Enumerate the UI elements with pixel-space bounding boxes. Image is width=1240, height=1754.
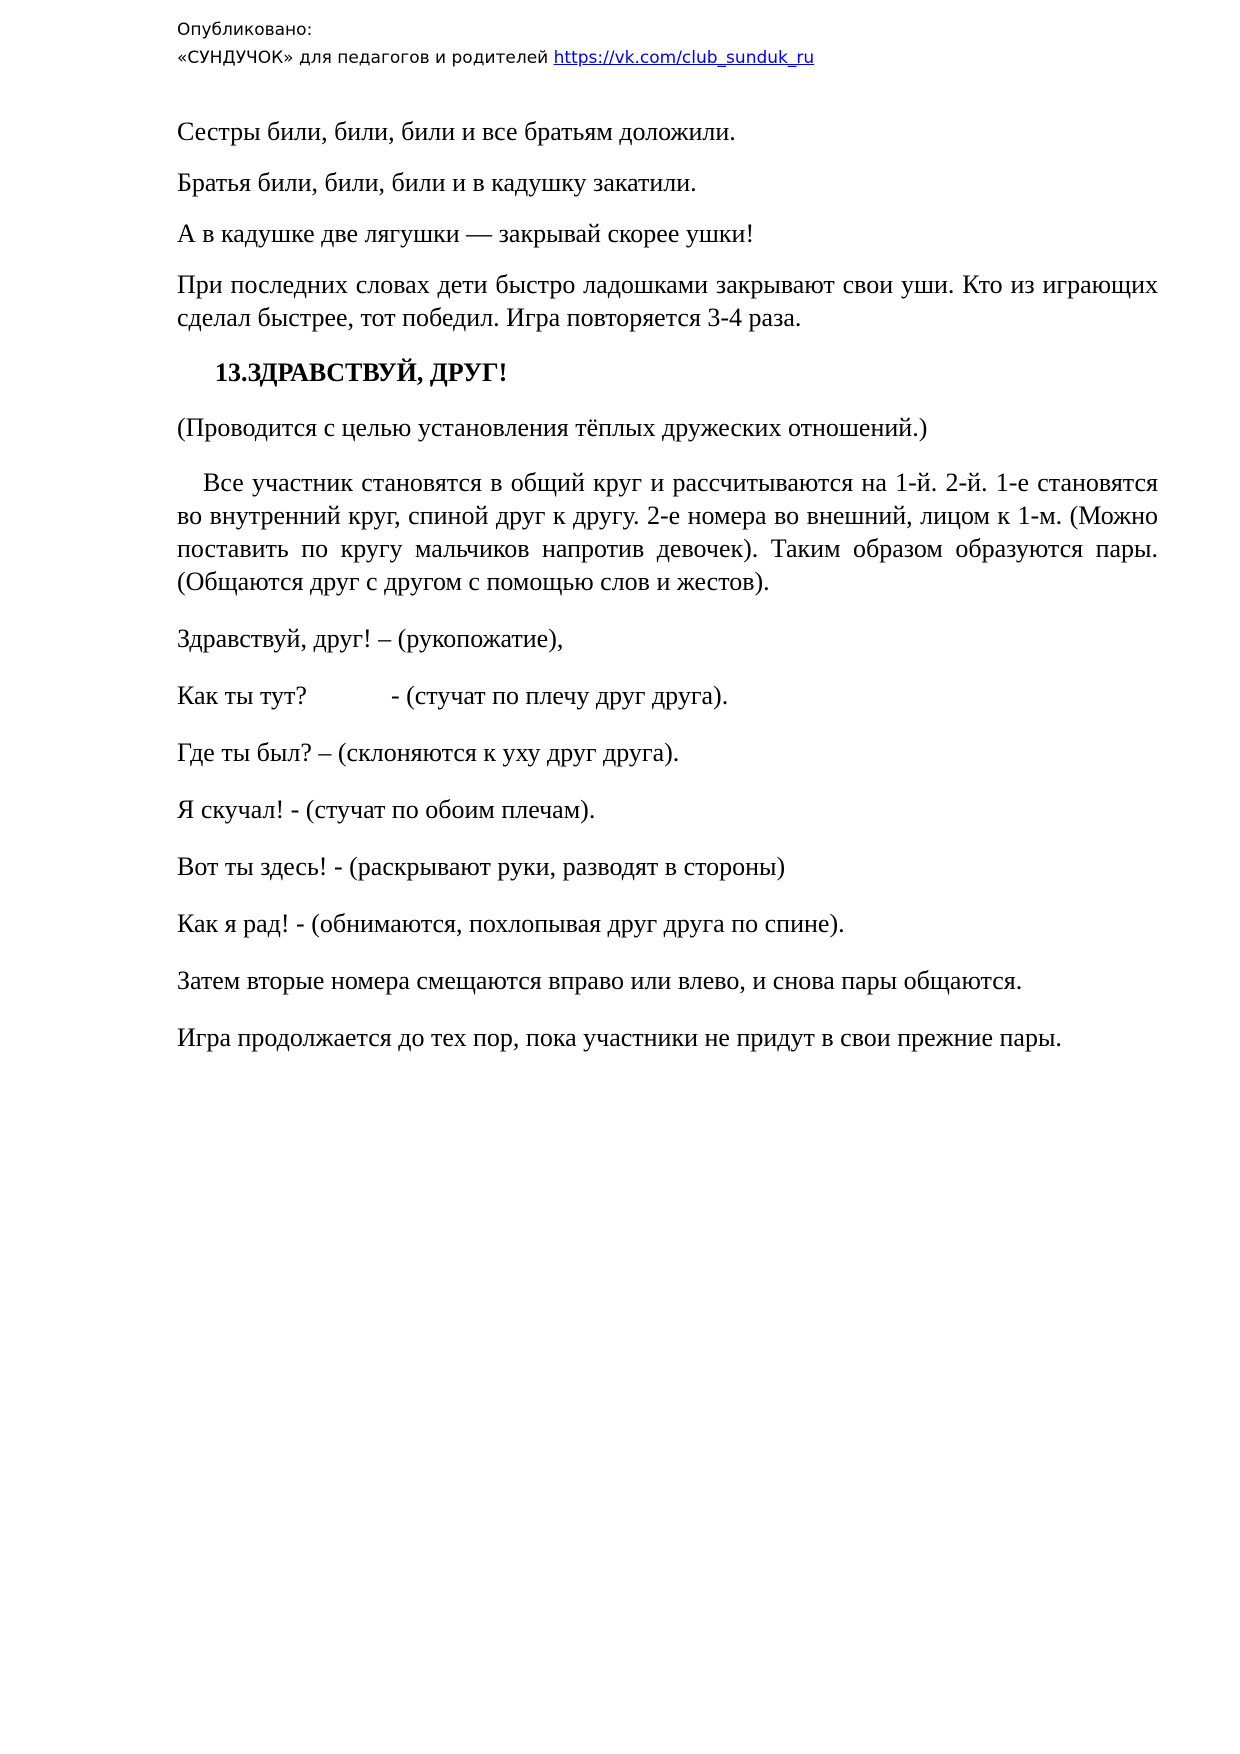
purpose-note: (Проводится с целью установления тёплых дружеских отношений.) (177, 413, 928, 442)
published-label: Опубликовано: (177, 20, 313, 40)
publication-header (177, 16, 814, 72)
source-link[interactable]: https://vk.com/club_sunduk_ru (553, 48, 815, 68)
paragraph: Затем вторые номера смещаются вправо или влево, и снова пары общаются. (177, 966, 1023, 995)
section-heading: 13.ЗДРАВСТВУЙ, ДРУГ! (215, 358, 508, 387)
verse-line: Где ты был? – (склоняются к уху друг друга). (177, 738, 680, 767)
game-description: Все участник становятся в общий круг и рассчитываются на 1-й. 2-й. 1-е становятся во внутренний круг, спиной друг к другу. 2-е номера во внешний, лицом к 1-м. (Можно поставить по кругу мальчиков напротив девочек). Таким образом образуются пары. (Общаются друг с другом с помощью слов и жестов). (177, 468, 1158, 596)
paragraph: Игра продолжается до тех пор, пока участники не придут в свои прежние пары. (177, 1023, 1062, 1052)
verse-line: Вот ты здесь! - (раскрывают руки, разводят в стороны) (177, 852, 786, 881)
verse-line: Как я рад! - (обнимаются, похлопывая друг друга по спине). (177, 909, 845, 938)
document-body (177, 115, 1158, 1054)
paragraph: Сестры били, били, били и все братьям доложили. (177, 117, 736, 146)
paragraph: Братья били, били, били и в кадушку закатили. (177, 168, 697, 197)
paragraph: А в кадушке две лягушки — закрывай скорее ушки! (177, 219, 755, 248)
source-name: «СУНДУЧОК» для педагогов и родителей (177, 48, 554, 68)
verse-line: Здравствуй, друг! – (рукопожатие), (177, 624, 564, 653)
verse-line: Я скучал! - (стучат по обоим плечам). (177, 795, 596, 824)
paragraph: При последних словах дети быстро ладошками закрывают свои уши. Кто из играющих сделал быстрее, тот победил. Игра повторяется 3-4 раза. (177, 270, 1158, 332)
verse-text: Как ты тут? (177, 681, 307, 710)
verse-action: - (стучат по плечу друг друга). (390, 681, 729, 710)
verse-line (177, 679, 1158, 712)
source-line (177, 44, 814, 72)
